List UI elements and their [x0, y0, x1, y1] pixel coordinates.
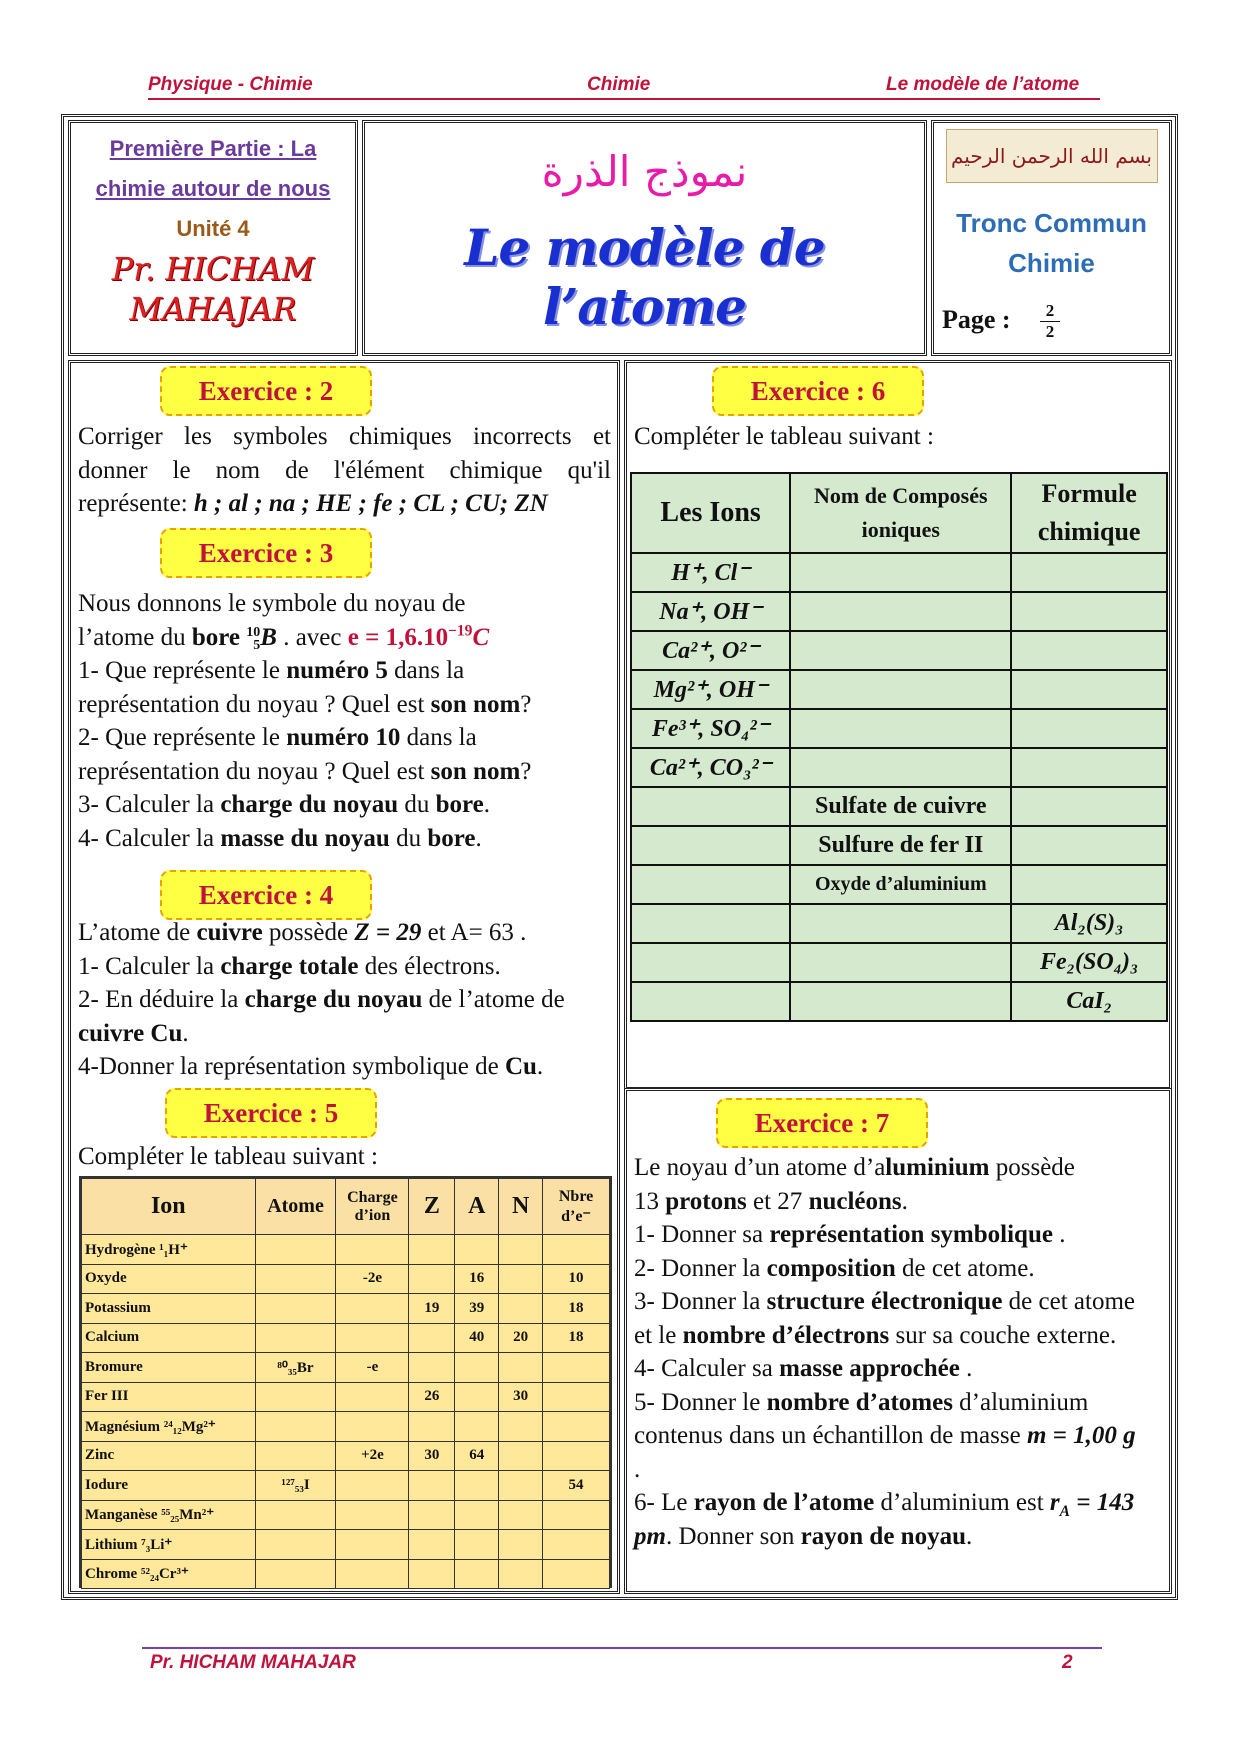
ex6-name-cell: [790, 943, 1011, 982]
footer-author: Pr. HICHAM MAHAJAR: [150, 1652, 356, 1673]
exercise-6-table-wrap: [630, 472, 1168, 1022]
ex6-row: [631, 943, 1167, 982]
ex5-cell: [255, 1235, 336, 1265]
ex6-formula-cell: [1011, 826, 1167, 865]
level-line-2: Chimie: [1008, 248, 1095, 278]
ex6-name-cell: [790, 904, 1011, 943]
ex3-nucleus-symbol: B: [260, 623, 277, 651]
ex6-row: [631, 748, 1167, 787]
ex6-name-cell: [790, 748, 1011, 787]
ex6-row: [631, 826, 1167, 865]
ex3-q1-rest: dans la représentation du noyau ? Quel est: [78, 657, 465, 718]
ex5-cell: [336, 1471, 409, 1501]
ex6-ion-cell: Ca²⁺, O²⁻: [631, 631, 790, 670]
ex7-q1: 1- Donner sa: [634, 1221, 764, 1248]
exercise-3-text: Nous donnons le symbole du noyau de l’atome du bore 10 5 B . avec $e = 1,6.10^{-19}C$ 1- Que représente le numéro 5 dans la représentation du noyau ? Quel est son nom? 2- Que représente le numéro 10 dans la représentation du noyau ? Quel est son nom? 3- Calculer la charge du noyau du bore. 4- Calculer la masse du noyau du bore.: [78, 590, 532, 852]
ex3-q4-bold: masse du noyau: [220, 824, 390, 852]
ex6-name-cell: Oxyde d’aluminium: [790, 865, 1011, 904]
ex7-aluminium: luminium: [885, 1154, 990, 1181]
exercise-6-tag: Exercice : 6: [712, 366, 924, 416]
page-label: Page :: [942, 305, 1011, 334]
arabic-title: نموذج الذرة: [541, 147, 748, 196]
ex3-q2-rest: dans la représentation du noyau ? Quel est: [78, 724, 477, 785]
ex5-cell: [499, 1412, 543, 1442]
ex5-row: [82, 1235, 610, 1265]
ex5-cell: [543, 1382, 610, 1412]
ex3-q1: 1- Que représente le: [78, 657, 280, 684]
ex5-cell: 64: [455, 1441, 499, 1471]
page-fraction: [1040, 301, 1060, 342]
exercise-2-symbols: h ; al ; na ; HE ; fe ; CL ; CU; ZN: [193, 490, 548, 517]
ex5-th-n: N: [499, 1179, 543, 1235]
ex7-q5-rest: d’aluminium contenus dans un échantillon de masse: [634, 1388, 1089, 1449]
ex7-q5-bold: nombre d’atomes: [766, 1388, 953, 1416]
ex6-row: [631, 631, 1167, 670]
ex5-cell: [409, 1559, 455, 1589]
ex5-cell: [455, 1412, 499, 1442]
ex5-cell: [499, 1264, 543, 1294]
ex4-z: Z = 29: [354, 919, 422, 946]
ex3-q3-bore: bore: [435, 791, 484, 818]
exercise-5-intro: Compléter le tableau suivant :: [78, 1143, 378, 1170]
author-line-1: Pr. HICHAM: [111, 250, 315, 288]
ex5-row: [82, 1471, 610, 1501]
ex5-cell: [455, 1559, 499, 1589]
ex6-name-cell: Sulfure de fer II: [790, 826, 1011, 865]
exercise-2-statement: Corriger les symboles chimiques incorrects et donner le nom de l'élément chimique qu'il représente:: [78, 423, 611, 517]
ex6-th-ions: Les Ions: [631, 473, 790, 553]
ex3-intro: Nous donnons le symbole du noyau de l’atome du: [78, 590, 466, 651]
ex6-formula-cell: [1011, 553, 1167, 592]
ex6-row: [631, 670, 1167, 709]
ex5-ion-cell: Calcium: [82, 1323, 256, 1353]
footer-page: 2: [1062, 1652, 1073, 1673]
ex5-cell: 54: [543, 1471, 610, 1501]
exercise-5-tag: Exercice : 5: [165, 1088, 377, 1138]
ex3-charge-unit: C: [472, 623, 490, 651]
ex6-row: [631, 553, 1167, 592]
main-title: Le modèle de l’atome: [464, 218, 825, 336]
ex5-ion-cell: Lithium ⁷₃Li⁺: [82, 1530, 256, 1560]
ex7-q6-bold2: rayon de noyau: [800, 1522, 966, 1550]
ex7-q4-dot: .: [966, 1355, 973, 1382]
ex3-q2-bold: numéro 10: [286, 724, 401, 751]
ex4-q2: 2- En déduire la: [78, 986, 239, 1013]
header-topic: Le modèle de l’atome: [886, 74, 1080, 95]
ex5-cell: [499, 1471, 543, 1501]
ex5-ion-cell: Zinc: [82, 1441, 256, 1471]
ex5-ion-cell: Magnésium ²⁴₁₂Mg²⁺: [82, 1412, 256, 1442]
ex6-th-nom: Nom de Composés ioniques: [790, 473, 1011, 553]
ex4-q1-bold: charge totale: [220, 952, 359, 980]
ex6-row: [631, 787, 1167, 826]
ex5-row: [82, 1264, 610, 1294]
ex5-cell: 39: [455, 1294, 499, 1324]
ex6-ion-cell: [631, 787, 790, 826]
ex6-ion-cell: [631, 943, 790, 982]
ex3-q1-qmark: ?: [520, 690, 532, 718]
ex5-cell: +2e: [336, 1441, 409, 1471]
ex7-q6-mid: d’aluminium est: [880, 1489, 1044, 1516]
ex5-cell: 16: [455, 1264, 499, 1294]
ex5-cell: [255, 1323, 336, 1353]
ex6-name-cell: [790, 631, 1011, 670]
ex5-cell: [543, 1412, 610, 1442]
ex7-q5-mass: m = 1,00 g: [1026, 1422, 1136, 1449]
ex5-cell: ⁸⁰₃₅Br: [255, 1353, 336, 1383]
ex6-ion-cell: H⁺, Cl⁻: [631, 553, 790, 592]
ex7-q3-rest: sur sa couche externe.: [895, 1321, 1117, 1349]
ex5-row: [82, 1294, 610, 1324]
ex3-bore: bore: [191, 623, 241, 651]
ex5-cell: [455, 1235, 499, 1265]
exercise-4-text: L’atome de cuivre possède Z = 29 et A= 63 . 1- Calculer la charge totale des électrons. 2- En déduire la charge du noyau de l’atome de cuivre Cu. 4-Donner la représentation symbolique de Cu.: [78, 919, 565, 1080]
part-box: [68, 120, 358, 356]
ex5-cell: [409, 1264, 455, 1294]
ex3-charge-value: e = 1,6.10: [347, 623, 449, 651]
footer-rule: [142, 1647, 1102, 1649]
ex3-charge-exp: −19: [448, 622, 473, 640]
ex5-th-atome: Atome: [255, 1179, 336, 1235]
ex6-formula-cell: [1011, 709, 1167, 748]
ex5-cell: [499, 1559, 543, 1589]
ex5-row: [82, 1323, 610, 1353]
ex7-q3-bold: structure électronique: [766, 1288, 1003, 1315]
ex6-formula-cell: [1011, 787, 1167, 826]
ex5-ion-cell: Manganèse ⁵⁵₂₅Mn²⁺: [82, 1500, 256, 1530]
ex6-name-cell: [790, 982, 1011, 1021]
ex5-th-charge: Charge d’ion: [336, 1179, 409, 1235]
ex5-cell: [255, 1559, 336, 1589]
ex7-q3-bold2: nombre d’électrons: [682, 1321, 890, 1349]
ex5-ion-cell: Oxyde: [82, 1264, 256, 1294]
exercise-4-tag: Exercice : 4: [160, 870, 372, 920]
ex5-cell: ¹²⁷₅₃I: [255, 1471, 336, 1501]
ex5-cell: [255, 1500, 336, 1530]
ex7-q1-dot: .: [1059, 1221, 1066, 1248]
ex5-cell: [255, 1264, 336, 1294]
ex5-cell: [409, 1530, 455, 1560]
ex7-q6-r: r: [1049, 1489, 1060, 1516]
ex4-possede: possède: [268, 919, 349, 946]
ex5-cell: 10: [543, 1264, 610, 1294]
author-line-2: MAHAJAR: [129, 290, 297, 328]
exercise-6-table: [630, 472, 1168, 1022]
ex6-name-cell: Sulfate de cuivre: [790, 787, 1011, 826]
ex6-formula-cell: [1011, 592, 1167, 631]
ex5-cell: 18: [543, 1294, 610, 1324]
ex5-ion-cell: Fer III: [82, 1382, 256, 1412]
ex5-ion-cell: Chrome ⁵²₂₄Cr³⁺: [82, 1559, 256, 1589]
ex7-q5: 5- Donner le: [634, 1388, 761, 1416]
ex5-cell: 19: [409, 1294, 455, 1324]
level-box: [931, 120, 1172, 356]
ex5-cell: [409, 1500, 455, 1530]
ex5-cell: [455, 1530, 499, 1560]
ex4-q2-cu: cuivre Cu: [78, 1019, 183, 1047]
ex5-cell: [543, 1235, 610, 1265]
ex6-formula-cell: [1011, 631, 1167, 670]
ex3-nucleus-numbers: [246, 626, 260, 652]
ex5-cell: 26: [409, 1382, 455, 1412]
ex3-q3: 3- Calculer la: [78, 791, 215, 818]
ex4-l1: L’atome de: [78, 919, 191, 946]
ex4-q2-rest: de l’atome de: [428, 986, 565, 1013]
ex5-th-ne: Nbre d’e⁻: [543, 1179, 610, 1235]
ex5-cell: [409, 1471, 455, 1501]
ex5-cell: [543, 1530, 610, 1560]
ex7-q3: 3- Donner la: [634, 1288, 761, 1315]
ex6-row: [631, 865, 1167, 904]
ex7-q5-dot: .: [634, 1455, 641, 1483]
ex5-cell: [499, 1235, 543, 1265]
ex7-q6: 6- Le: [634, 1489, 688, 1516]
ex6-name-cell: [790, 670, 1011, 709]
level-line-1: Tronc Commun: [956, 208, 1147, 238]
ex6-formula-cell: [1011, 670, 1167, 709]
ex5-cell: [455, 1382, 499, 1412]
part-line-2: chimie autour de nous: [95, 176, 331, 201]
ex4-q2-bold: charge du noyau: [244, 986, 423, 1013]
ex7-q2-rest: de cet atome.: [902, 1254, 1035, 1282]
ex7-13: 13: [634, 1187, 659, 1215]
ex3-nucleus-a: 10: [246, 624, 261, 640]
ex5-cell: [409, 1235, 455, 1265]
ex4-q1: 1- Calculer la: [78, 952, 215, 980]
ex5-cell: -2e: [336, 1264, 409, 1294]
ex7-q6-rest: . Donner son: [665, 1522, 795, 1550]
exercise-2-tag: Exercice : 2: [160, 366, 372, 416]
exercise-5-table-frame: [79, 1176, 612, 1588]
ex6-ion-cell: [631, 982, 790, 1021]
basmala-calligraphy: بسم الله الرحمن الرحيم: [946, 129, 1158, 183]
ex3-avec: . avec: [283, 623, 342, 651]
exercise-5-table: [81, 1178, 610, 1589]
ex3-q2: 2- Que représente le: [78, 724, 280, 751]
ex3-q2-qmark: ?: [520, 757, 532, 785]
ex6-formula-cell: Fe₂(SO₄)₃: [1011, 943, 1167, 982]
ex6-row: [631, 592, 1167, 631]
ex5-cell: [255, 1530, 336, 1560]
ex3-q4: 4- Calculer la: [78, 824, 215, 852]
ex3-charge: [348, 624, 489, 651]
ex5-row: [82, 1500, 610, 1530]
ex5-cell: [499, 1441, 543, 1471]
ex3-q3-bold: charge du noyau: [220, 791, 399, 818]
ex5-cell: [336, 1530, 409, 1560]
ex5-cell: -e: [336, 1353, 409, 1383]
title-box: [362, 120, 927, 356]
ex5-cell: [255, 1412, 336, 1442]
ex4-q1-rest: des électrons.: [364, 952, 501, 980]
ex7-q4-bold: masse approchée: [779, 1355, 960, 1382]
ex5-cell: 18: [543, 1323, 610, 1353]
ex5-row: [82, 1382, 610, 1412]
ex5-cell: [455, 1500, 499, 1530]
ex5-cell: [455, 1353, 499, 1383]
ex5-cell: [336, 1294, 409, 1324]
ex7-q3-mid: de cet atome et le: [634, 1288, 1135, 1349]
header-subject: Physique - Chimie: [148, 74, 313, 95]
ex3-q4-du: du: [396, 824, 422, 852]
ex6-ion-cell: Fe³⁺, SO₄²⁻: [631, 709, 790, 748]
exercise-7-tag: Exercice : 7: [716, 1098, 928, 1148]
ex5-row: [82, 1559, 610, 1589]
ex5-th-a: A: [455, 1179, 499, 1235]
ex6-name-cell: [790, 709, 1011, 748]
ex4-q4: 4-Donner la représentation symbolique de: [78, 1053, 499, 1080]
ex5-cell: 30: [499, 1382, 543, 1412]
ex6-name-cell: [790, 553, 1011, 592]
ex5-th-z: Z: [409, 1179, 455, 1235]
unit-label: Unité 4: [176, 216, 250, 241]
ex6-formula-cell: [1011, 748, 1167, 787]
ex5-row: [82, 1441, 610, 1471]
ex7-q4: 4- Calculer sa: [634, 1355, 773, 1382]
ex5-cell: [255, 1294, 336, 1324]
ex7-q2: 2- Donner la: [634, 1254, 761, 1282]
ex5-cell: [336, 1559, 409, 1589]
ex6-ion-cell: Na⁺, OH⁻: [631, 592, 790, 631]
ex5-cell: [543, 1441, 610, 1471]
ex5-cell: [336, 1382, 409, 1412]
ex5-cell: [409, 1353, 455, 1383]
ex5-cell: [255, 1441, 336, 1471]
ex7-q6-sub: A: [1059, 1503, 1070, 1520]
header-domain: Chimie: [587, 74, 651, 95]
ex6-ion-cell: [631, 904, 790, 943]
ex7-q6-value: = 143 pm: [634, 1489, 1135, 1550]
ex4-a: et A= 63 .: [427, 919, 527, 946]
exercise-6-intro: Compléter le tableau suivant :: [634, 423, 934, 450]
ex3-q2-son-nom: son nom: [430, 757, 521, 785]
ex4-q4-cu: Cu: [504, 1053, 537, 1080]
ex6-row: [631, 904, 1167, 943]
ex5-cell: [336, 1412, 409, 1442]
exercise-2-text: [78, 420, 611, 521]
ex5-th-ion: Ion: [82, 1179, 256, 1235]
ex5-cell: [336, 1500, 409, 1530]
ex6-ion-cell: Ca²⁺, CO₃²⁻: [631, 748, 790, 787]
ex5-ion-cell: Iodure: [82, 1471, 256, 1501]
ex5-cell: [409, 1412, 455, 1442]
ex5-cell: [543, 1500, 610, 1530]
ex6-formula-cell: [1011, 865, 1167, 904]
ex7-l1: Le noyau d’un atome d’a: [634, 1154, 886, 1181]
part-line-1: Première Partie : La: [109, 136, 317, 161]
ex5-cell: [455, 1471, 499, 1501]
ex5-cell: 40: [455, 1323, 499, 1353]
ex6-name-cell: [790, 592, 1011, 631]
ex3-q4-bore: bore: [427, 824, 476, 852]
ex7-nucleons: nucléons: [808, 1187, 902, 1215]
ex5-cell: [543, 1559, 610, 1589]
ex6-row: [631, 709, 1167, 748]
ex5-cell: [336, 1323, 409, 1353]
ex5-row: [82, 1353, 610, 1383]
ex5-row: [82, 1412, 610, 1442]
page-total: 2: [1040, 321, 1060, 342]
ex5-ion-cell: Potassium: [82, 1294, 256, 1324]
ex6-row: [631, 982, 1167, 1021]
ex5-cell: [543, 1353, 610, 1383]
ex6-ion-cell: Mg²⁺, OH⁻: [631, 670, 790, 709]
ex6-ion-cell: [631, 865, 790, 904]
ex5-cell: [336, 1235, 409, 1265]
ex6-th-formule: Formule chimique: [1011, 473, 1167, 553]
ex5-cell: [499, 1353, 543, 1383]
exercise-3-tag: Exercice : 3: [160, 528, 372, 578]
ex5-cell: [409, 1323, 455, 1353]
ex7-q1-bold: représentation symbolique: [769, 1221, 1053, 1248]
ex5-ion-cell: Bromure: [82, 1353, 256, 1383]
page-num: 2: [1045, 301, 1055, 320]
ex6-formula-cell: Al₂(S)₃: [1011, 904, 1167, 943]
ex7-q2-bold: composition: [766, 1254, 896, 1282]
ex5-cell: 20: [499, 1323, 543, 1353]
ex3-q1-bold: numéro 5: [286, 657, 388, 684]
ex5-cell: [255, 1382, 336, 1412]
ex4-cuivre: cuivre: [196, 919, 263, 946]
ex5-row: [82, 1530, 610, 1560]
header-rule: [148, 98, 1100, 100]
ex5-cell: [499, 1500, 543, 1530]
ex7-protons: protons: [665, 1187, 747, 1215]
ex3-q3-du: du: [404, 791, 430, 818]
ex7-possede: possède: [995, 1154, 1075, 1181]
ex3-q1-son-nom: son nom: [430, 690, 521, 718]
ex7-27: et 27: [753, 1187, 803, 1215]
ex7-q6-bold: rayon de l’atome: [693, 1489, 875, 1516]
ex5-ion-cell: Hydrogène ¹₁H⁺: [82, 1235, 256, 1265]
ex5-cell: [499, 1530, 543, 1560]
ex6-ion-cell: [631, 826, 790, 865]
ex3-nucleus-z: 5: [253, 637, 261, 653]
ex5-cell: [499, 1294, 543, 1324]
ex6-formula-cell: CaI₂: [1011, 982, 1167, 1021]
ex5-cell: 30: [409, 1441, 455, 1471]
exercise-7-text: Le noyau d’un atome d’aluminium possède 13 protons et 27 nucléons. 1- Donner sa représentation symbolique . 2- Donner la composition de cet atome. 3- Donner la structure électronique de cet atome et le nombre d’électrons sur sa couche externe. 4- Calculer sa masse approchée . 5- Donner le nombre d’atomes d’aluminium contenus dans un échantillon de masse m = 1,00 g . 6- Le rayon de l’atome d’aluminium est $r_A = 143$ pm. Donner son rayon de noyau.: [634, 1154, 1136, 1550]
